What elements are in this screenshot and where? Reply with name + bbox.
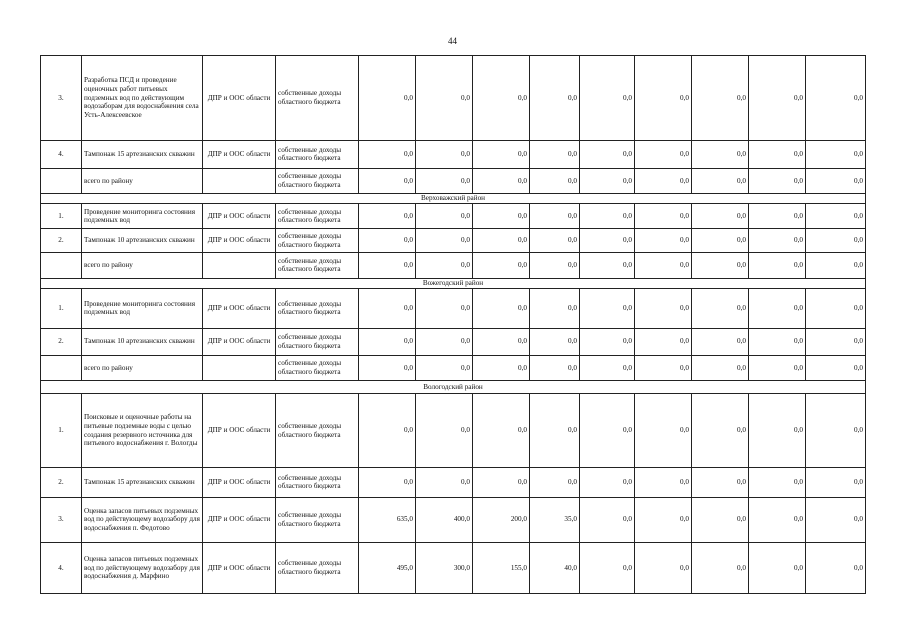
executor: ДПР и ООС области: [203, 289, 276, 328]
funding-source: собственные доходы областного бюджета: [276, 289, 359, 328]
amount-cell: 0,0: [530, 468, 580, 497]
row-number: [41, 168, 82, 193]
activity-name: Проведение мониторинга состояния подземных вод: [82, 204, 203, 229]
amount-cell: 0,0: [416, 168, 473, 193]
amount-cell: 0,0: [806, 204, 866, 229]
activity-name: Оценка запасов питьевых подземных вод по действующему водозабору для водоснабжения п. Федотово: [82, 497, 203, 543]
amount-cell: 0,0: [749, 355, 806, 381]
amount-cell: 0,0: [692, 289, 749, 328]
activity-name: Тампонаж 15 артезианских скважин: [82, 468, 203, 497]
executor: [203, 252, 276, 278]
amount-cell: 200,0: [473, 497, 530, 543]
table-row: [41, 328, 866, 355]
amount-cell: 0,0: [635, 355, 692, 381]
table-body: [41, 56, 866, 594]
amount-cell: 0,0: [416, 355, 473, 381]
amount-cell: 0,0: [473, 141, 530, 169]
district-row: [41, 381, 866, 393]
amount-cell: 0,0: [692, 543, 749, 594]
row-number: 3.: [41, 497, 82, 543]
executor: [203, 168, 276, 193]
amount-cell: 0,0: [580, 355, 635, 381]
row-number: [41, 355, 82, 381]
amount-cell: 0,0: [749, 393, 806, 468]
budget-table: [40, 55, 866, 594]
amount-cell: 0,0: [530, 204, 580, 229]
amount-cell: 0,0: [692, 168, 749, 193]
amount-cell: 0,0: [749, 168, 806, 193]
amount-cell: 0,0: [692, 56, 749, 141]
amount-cell: 0,0: [749, 141, 806, 169]
amount-cell: 0,0: [580, 204, 635, 229]
funding-source: собственные доходы областного бюджета: [276, 168, 359, 193]
amount-cell: 0,0: [416, 56, 473, 141]
amount-cell: 0,0: [359, 252, 416, 278]
amount-cell: 0,0: [749, 497, 806, 543]
amount-cell: 0,0: [473, 393, 530, 468]
amount-cell: 495,0: [359, 543, 416, 594]
amount-cell: 0,0: [580, 56, 635, 141]
amount-cell: 0,0: [359, 229, 416, 253]
amount-cell: 0,0: [416, 141, 473, 169]
amount-cell: 0,0: [359, 56, 416, 141]
amount-cell: 0,0: [580, 168, 635, 193]
funding-source: собственные доходы областного бюджета: [276, 252, 359, 278]
amount-cell: 0,0: [806, 289, 866, 328]
district-header: Верховажский район: [41, 193, 866, 203]
amount-cell: 0,0: [416, 252, 473, 278]
amount-cell: 0,0: [806, 355, 866, 381]
executor: [203, 355, 276, 381]
amount-cell: 400,0: [416, 497, 473, 543]
table-row: [41, 497, 866, 543]
amount-cell: 0,0: [635, 468, 692, 497]
funding-source: собственные доходы областного бюджета: [276, 543, 359, 594]
amount-cell: 0,0: [806, 168, 866, 193]
activity-name: Поисковые и оценочные работы на питьевые подземные воды с целью создания резервного источника для питьевого водоснабжения г. Вологды: [82, 393, 203, 468]
amount-cell: 0,0: [806, 56, 866, 141]
district-header: Вожегодский район: [41, 278, 866, 288]
executor: ДПР и ООС области: [203, 543, 276, 594]
amount-cell: 0,0: [530, 56, 580, 141]
funding-source: собственные доходы областного бюджета: [276, 229, 359, 253]
amount-cell: 0,0: [692, 393, 749, 468]
amount-cell: 0,0: [635, 252, 692, 278]
amount-cell: 0,0: [692, 141, 749, 169]
amount-cell: 0,0: [580, 497, 635, 543]
amount-cell: 0,0: [580, 328, 635, 355]
amount-cell: 0,0: [692, 252, 749, 278]
activity-name: всего по району: [82, 355, 203, 381]
amount-cell: 0,0: [692, 468, 749, 497]
amount-cell: 0,0: [635, 543, 692, 594]
activity-name: всего по району: [82, 168, 203, 193]
amount-cell: 0,0: [473, 328, 530, 355]
activity-name: Тампонаж 10 артезианских скважин: [82, 328, 203, 355]
amount-cell: 0,0: [473, 355, 530, 381]
amount-cell: 0,0: [635, 229, 692, 253]
amount-cell: 0,0: [580, 543, 635, 594]
amount-cell: 0,0: [359, 289, 416, 328]
amount-cell: 0,0: [806, 328, 866, 355]
amount-cell: 0,0: [473, 468, 530, 497]
amount-cell: 0,0: [530, 252, 580, 278]
table-row: [41, 141, 866, 169]
amount-cell: 0,0: [635, 289, 692, 328]
total-row: [41, 252, 866, 278]
district-header: Вологодский район: [41, 381, 866, 393]
amount-cell: 0,0: [416, 393, 473, 468]
amount-cell: 0,0: [806, 543, 866, 594]
amount-cell: 0,0: [359, 393, 416, 468]
amount-cell: 0,0: [580, 289, 635, 328]
activity-name: Тампонаж 10 артезианских скважин: [82, 229, 203, 253]
amount-cell: 0,0: [635, 168, 692, 193]
row-number: 2.: [41, 328, 82, 355]
amount-cell: 635,0: [359, 497, 416, 543]
funding-source: собственные доходы областного бюджета: [276, 393, 359, 468]
amount-cell: 0,0: [416, 468, 473, 497]
amount-cell: 0,0: [530, 355, 580, 381]
amount-cell: 0,0: [580, 141, 635, 169]
amount-cell: 0,0: [806, 393, 866, 468]
amount-cell: 0,0: [635, 328, 692, 355]
amount-cell: 0,0: [635, 204, 692, 229]
row-number: 1.: [41, 204, 82, 229]
amount-cell: 0,0: [692, 497, 749, 543]
amount-cell: 0,0: [806, 141, 866, 169]
funding-source: собственные доходы областного бюджета: [276, 328, 359, 355]
district-row: [41, 278, 866, 288]
amount-cell: 155,0: [473, 543, 530, 594]
executor: ДПР и ООС области: [203, 328, 276, 355]
amount-cell: 0,0: [749, 468, 806, 497]
amount-cell: 0,0: [749, 229, 806, 253]
row-number: 4.: [41, 543, 82, 594]
executor: ДПР и ООС области: [203, 56, 276, 141]
amount-cell: 0,0: [580, 229, 635, 253]
amount-cell: 0,0: [359, 328, 416, 355]
row-number: 1.: [41, 289, 82, 328]
activity-name: Оценка запасов питьевых подземных вод по действующему водозабору для водоснабжения д. Марфино: [82, 543, 203, 594]
page-number: 44: [448, 36, 457, 46]
amount-cell: 0,0: [359, 168, 416, 193]
amount-cell: 40,0: [530, 543, 580, 594]
row-number: 4.: [41, 141, 82, 169]
total-row: [41, 168, 866, 193]
amount-cell: 0,0: [692, 328, 749, 355]
activity-name: всего по району: [82, 252, 203, 278]
amount-cell: 0,0: [580, 252, 635, 278]
table-row: [41, 204, 866, 229]
amount-cell: 0,0: [530, 141, 580, 169]
amount-cell: 300,0: [416, 543, 473, 594]
executor: ДПР и ООС области: [203, 393, 276, 468]
amount-cell: 0,0: [473, 252, 530, 278]
row-number: [41, 252, 82, 278]
table-row: [41, 393, 866, 468]
table-row: [41, 468, 866, 497]
table-row: [41, 56, 866, 141]
amount-cell: 0,0: [749, 252, 806, 278]
amount-cell: 0,0: [530, 393, 580, 468]
amount-cell: 0,0: [749, 204, 806, 229]
funding-source: собственные доходы областного бюджета: [276, 204, 359, 229]
amount-cell: 0,0: [530, 289, 580, 328]
amount-cell: 0,0: [806, 252, 866, 278]
amount-cell: 0,0: [473, 229, 530, 253]
total-row: [41, 355, 866, 381]
amount-cell: 0,0: [359, 355, 416, 381]
activity-name: Проведение мониторинга состояния подземных вод: [82, 289, 203, 328]
table-row: [41, 289, 866, 328]
amount-cell: 0,0: [749, 289, 806, 328]
amount-cell: 0,0: [580, 468, 635, 497]
funding-source: собственные доходы областного бюджета: [276, 141, 359, 169]
amount-cell: 0,0: [635, 56, 692, 141]
funding-source: собственные доходы областного бюджета: [276, 468, 359, 497]
row-number: 2.: [41, 229, 82, 253]
amount-cell: 0,0: [806, 497, 866, 543]
row-number: 2.: [41, 468, 82, 497]
amount-cell: 0,0: [473, 204, 530, 229]
activity-name: Разработка ПСД и проведение оценочных работ питьевых подземных вод по действующим водозаборам для водоснабжения села Усть-Алексеевское: [82, 56, 203, 141]
amount-cell: 0,0: [416, 229, 473, 253]
amount-cell: 0,0: [530, 168, 580, 193]
amount-cell: 0,0: [806, 229, 866, 253]
amount-cell: 0,0: [359, 204, 416, 229]
row-number: 1.: [41, 393, 82, 468]
amount-cell: 0,0: [359, 141, 416, 169]
amount-cell: 0,0: [416, 204, 473, 229]
row-number: 3.: [41, 56, 82, 141]
amount-cell: 0,0: [692, 229, 749, 253]
executor: ДПР и ООС области: [203, 204, 276, 229]
amount-cell: 0,0: [473, 289, 530, 328]
amount-cell: 0,0: [635, 393, 692, 468]
activity-name: Тампонаж 15 артезианских скважин: [82, 141, 203, 169]
amount-cell: 0,0: [806, 468, 866, 497]
funding-source: собственные доходы областного бюджета: [276, 56, 359, 141]
amount-cell: 0,0: [635, 497, 692, 543]
executor: ДПР и ООС области: [203, 141, 276, 169]
amount-cell: 0,0: [692, 204, 749, 229]
amount-cell: 0,0: [580, 393, 635, 468]
district-row: [41, 193, 866, 203]
amount-cell: 0,0: [692, 355, 749, 381]
amount-cell: 0,0: [416, 289, 473, 328]
amount-cell: 0,0: [749, 56, 806, 141]
amount-cell: 0,0: [473, 56, 530, 141]
amount-cell: 0,0: [359, 468, 416, 497]
funding-source: собственные доходы областного бюджета: [276, 497, 359, 543]
executor: ДПР и ООС области: [203, 497, 276, 543]
executor: ДПР и ООС области: [203, 468, 276, 497]
amount-cell: 0,0: [530, 328, 580, 355]
executor: ДПР и ООС области: [203, 229, 276, 253]
amount-cell: 0,0: [635, 141, 692, 169]
table-row: [41, 543, 866, 594]
funding-source: собственные доходы областного бюджета: [276, 355, 359, 381]
amount-cell: 0,0: [473, 168, 530, 193]
amount-cell: 0,0: [749, 543, 806, 594]
amount-cell: 0,0: [530, 229, 580, 253]
amount-cell: 0,0: [416, 328, 473, 355]
amount-cell: 0,0: [749, 328, 806, 355]
amount-cell: 35,0: [530, 497, 580, 543]
table-row: [41, 229, 866, 253]
